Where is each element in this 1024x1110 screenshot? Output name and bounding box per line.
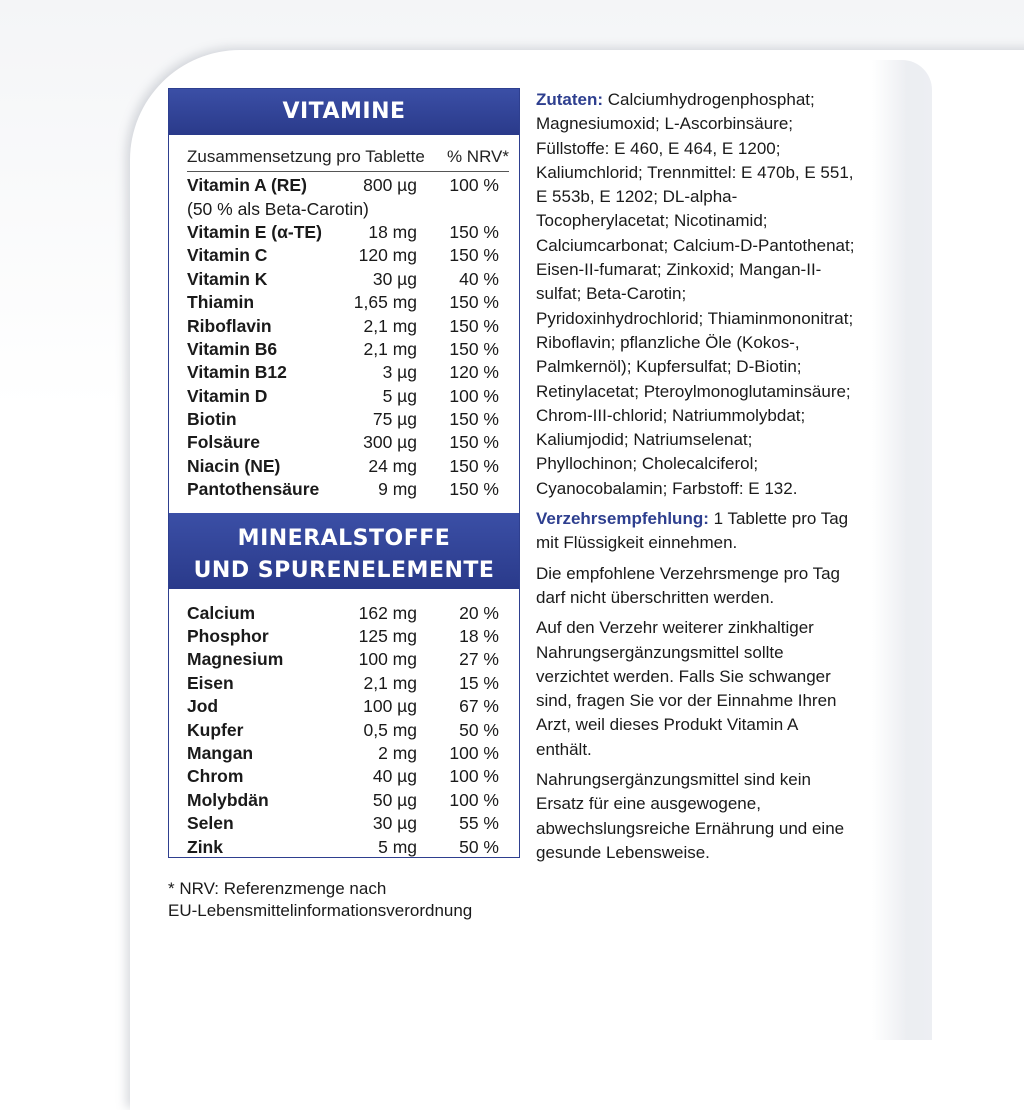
mineral-amount: 0,5 mg [363,719,417,740]
vitamin-amount: 9 mg [378,479,417,500]
vitamin-name: (50 % als Beta-Carotin) [187,198,369,219]
vitamin-amount: 24 mg [368,455,417,476]
mineral-name: Magnesium [187,649,284,670]
vitamin-amount: 120 mg [358,245,417,266]
mineral-name: Kupfer [187,719,244,740]
mineral-name: Zink [187,836,223,857]
mineral-name: Mangan [187,743,254,763]
table-row [187,221,501,244]
mineral-nrv: 67 % [459,696,499,717]
zutaten-label: Zutaten: [536,90,604,109]
vitamine-heading: VITAMINE [169,89,519,135]
vitamin-name: Vitamin E (α-TE) [187,221,322,242]
table-row [187,408,501,431]
vitamin-amount: 2,1 mg [363,338,417,359]
vitamin-name: Biotin [187,409,237,430]
vitamin-name: Vitamin B12 [187,362,287,383]
mineral-nrv: 27 % [459,649,499,670]
footnote-line1: * NRV: Referenzmenge nach [168,879,387,898]
warning-paragraph-2: Auf den Verzehr weiterer zinkhaltiger Nahrungsergänzungsmittel sollte verzichtet werden. Falls Sie schwanger sind, fragen Sie vor der Einnahme Ihren Arzt, weil dieses Produkt Vitamin A enthält. [536,618,837,759]
table-row [187,742,501,765]
vitamin-amount: 30 µg [372,268,417,289]
vitamin-amount: 300 µg [363,432,417,453]
vitamin-name: Vitamin A (RE) [187,175,307,196]
table-row [187,672,501,695]
mineral-name: Calcium [187,602,256,623]
table-row [187,625,501,648]
table-row [187,244,501,267]
mineral-nrv: 100 % [449,766,499,787]
vitamin-name: Vitamin B6 [187,338,278,359]
mineralstoffe-heading [169,513,519,589]
mineral-amount: 50 µg [372,789,417,810]
vitamin-name: Thiamin [187,292,255,313]
nutrition-table [168,88,520,858]
mineralstoffe-rows [187,601,501,858]
vitamin-nrv: 150 % [449,455,499,476]
vitamin-amount: 1,65 mg [353,292,417,313]
table-row [187,385,501,408]
vitamin-nrv: 150 % [449,315,499,336]
footnote-line2: EU-Lebensmittelinformationsverordnung [168,901,473,920]
vitamin-name: Pantothensäure [187,479,320,500]
vitamin-amount: 75 µg [372,409,417,430]
mineral-amount: 100 µg [363,696,417,717]
vitamin-nrv: 150 % [449,432,499,453]
ingredients-column [536,88,856,871]
vitamin-nrv: 100 % [449,385,499,406]
mineral-nrv: 50 % [459,719,499,740]
vitamin-amount: 2,1 mg [363,315,417,336]
vitamin-amount: 800 µg [363,175,417,196]
vitamin-name: Riboflavin [187,315,272,336]
vitamin-nrv: 150 % [449,221,499,242]
mineralstoffe-title-line1: MINERALSTOFFE [237,526,451,552]
mineral-nrv: 18 % [459,626,499,647]
table-row [187,812,501,835]
vitamin-name: Vitamin C [187,245,268,266]
empfehlung-label: Verzehrsempfehlung: [536,509,709,529]
vitamin-nrv: 150 % [449,292,499,313]
vitamin-name: Vitamin D [187,385,268,406]
table-header [187,147,509,172]
table-row [187,695,501,718]
mineral-name: Phosphor [187,626,269,647]
vitamine-rows [187,174,501,501]
warning-paragraph-1: Die empfohlene Verzehrsmenge pro Tag darf nicht überschritten werden. [536,563,840,607]
vitamin-name: Niacin (NE) [187,455,281,476]
vitamin-amount: 18 mg [368,221,417,242]
vitamin-amount: 3 µg [382,362,417,383]
table-row [187,431,501,454]
mineral-amount: 100 mg [358,649,417,670]
vitamin-nrv: 150 % [449,338,499,359]
vitamin-nrv: 150 % [449,245,499,266]
mineral-nrv: 15 % [459,672,499,693]
mineral-name: Jod [187,696,219,717]
table-row [187,601,501,624]
table-row [187,338,501,361]
mineral-amount: 2,1 mg [363,672,417,693]
mineral-name: Chrom [187,766,244,787]
mineral-amount: 30 µg [372,813,417,834]
mineral-amount: 5 mg [378,836,417,857]
warning-paragraph-3: Nahrungsergänzungsmittel sind kein Ersatz für eine ausgewogene, abwechslungsreiche Ernährung und eine gesunde Lebensweise. [536,770,845,862]
table-row [187,268,501,291]
vitamin-nrv: 120 % [449,362,499,383]
table-row [187,718,501,741]
mineral-name: Eisen [187,672,234,693]
table-row [187,648,501,671]
vitamin-nrv: 150 % [449,409,499,430]
package-edge-shadow [872,60,932,1040]
mineral-nrv: 100 % [449,743,499,763]
empfehlung-paragraph [536,507,856,556]
table-row [187,765,501,788]
mineral-name: Molybdän [187,789,269,810]
header-composition: Zusammensetzung pro Tablette [187,147,425,166]
mineral-amount: 162 mg [358,602,417,623]
table-row [187,835,501,858]
vitamin-name: Folsäure [187,432,260,453]
table-row [187,314,501,337]
table-row [187,455,501,478]
table-row [187,789,501,812]
vitamin-amount: 5 µg [382,385,417,406]
table-row [187,174,501,197]
vitamin-nrv: 100 % [449,175,499,196]
mineral-nrv: 20 % [459,602,499,623]
mineral-name: Selen [187,813,234,834]
vitamin-name: Vitamin K [187,268,268,289]
mineral-amount: 125 mg [358,626,417,647]
mineral-nrv: 50 % [459,836,499,857]
footnote [168,878,528,922]
mineral-amount: 40 µg [372,766,417,787]
mineral-nrv: 100 % [449,789,499,810]
table-row [187,291,501,314]
table-row [187,197,501,220]
table-row [187,361,501,384]
table-row [187,478,501,501]
zutaten-paragraph [536,88,856,501]
mineral-amount: 2 mg [378,743,417,763]
header-nrv: % NRV* [446,147,509,166]
mineral-nrv: 55 % [459,813,499,834]
zutaten-text: Calciumhydrogenphosphat; Magnesiumoxid; L-Ascorbinsäure; Füllstoffe: E 460, E 464, E 1200; Kaliumchlorid; Trennmittel: E 470b, E 551, E 553b, E 1202; DL-alpha-Tocopherylacetat; Nicotinamid; Calciumcarbonat; Calcium-D-Pantothenat; Eisen-II-fumarat; Zinkoxid; Mangan-II-sulfat; Beta-Carotin; Pyridoxinhydrochlorid; Thiaminmononitrat; Riboflavin; pflanzliche Öle (Kokos-, Palmkernöl); Kupfersulfat; D-Biotin; Retinylacetat; Pteroylmonoglutaminsäure; Chrom-III-chlorid; Natriummolybdat; Kaliumjodid; Natriumselenat; Phyllochinon; Cholecalciferol; Cyanocobalamin; Farbstoff: E 132. [536,90,855,498]
empfehlung-text: 1 Tablette pro Tag mit Flüssigkeit einnehmen. [536,509,849,553]
vitamin-nrv: 150 % [449,479,499,500]
vitamin-nrv: 40 % [459,268,499,289]
mineralstoffe-title-line2: UND SPURENELEMENTE [193,558,495,584]
